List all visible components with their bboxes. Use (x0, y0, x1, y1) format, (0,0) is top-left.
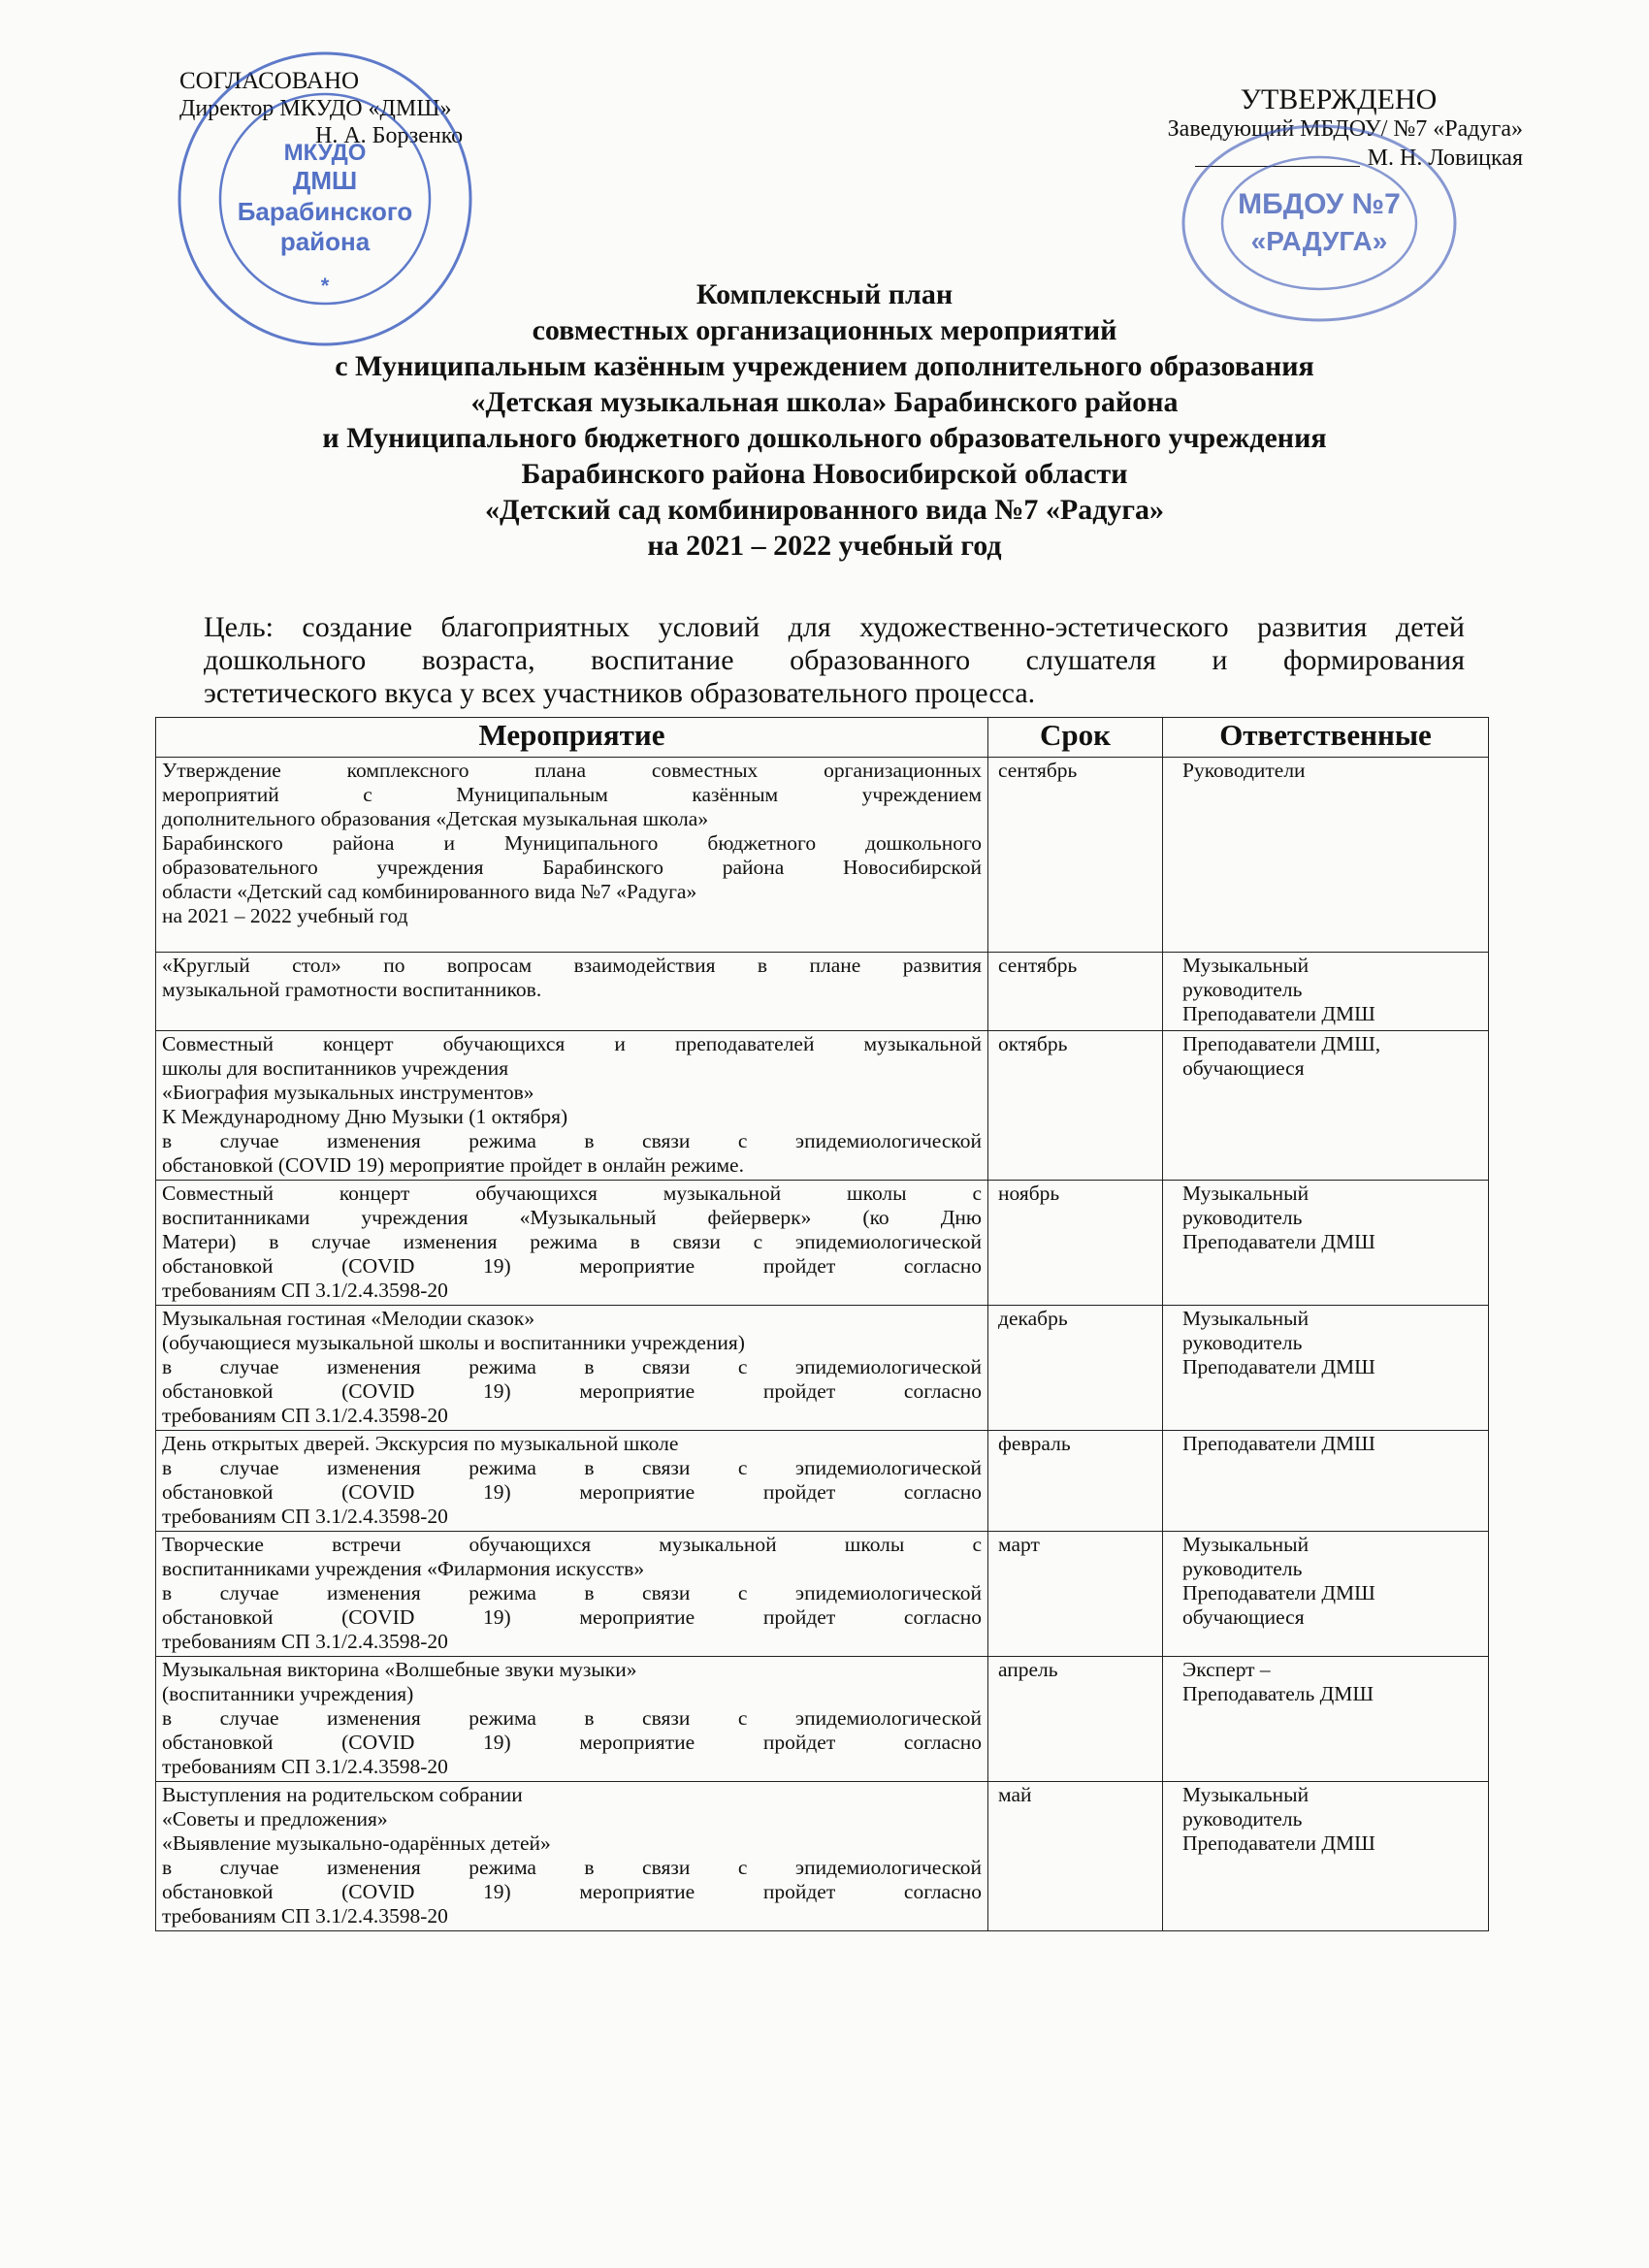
event-line: образовательного учреждения Барабинского района Новосибирской (162, 856, 982, 879)
term-cell: сентябрь (988, 953, 1163, 1031)
term-cell: апрель (988, 1657, 1163, 1782)
header-event: Мероприятие (156, 718, 988, 758)
event-line: школы для воспитанников учреждения (162, 1056, 509, 1080)
responsible-line: руководитель (1182, 1206, 1303, 1229)
responsible-line: руководитель (1182, 1807, 1303, 1831)
responsible-line: Преподаватели ДМШ, (1182, 1032, 1381, 1055)
event-line: требованиям СП 3.1/2.4.3598-20 (162, 1505, 448, 1528)
right-stamp-line2: «РАДУГА» (1250, 226, 1388, 256)
approval-left-title: СОГЛАСОВАНО (179, 68, 360, 94)
responsible-line: руководитель (1182, 978, 1303, 1001)
responsible-line: Музыкальный (1182, 1533, 1310, 1556)
left-stamp-line4: района (279, 227, 371, 256)
responsible-cell (1163, 1181, 1489, 1306)
responsible-cell (1163, 953, 1489, 1031)
title-line: на 2021 – 2022 учебный год (647, 530, 1002, 562)
event-line: музыкальной грамотности воспитанников. (162, 978, 542, 1001)
table-row (156, 1782, 1489, 1931)
table-row (156, 1306, 1489, 1431)
responsible-line: обучающиеся (1182, 1605, 1305, 1629)
responsible-cell (1163, 1657, 1489, 1782)
event-line: Музыкальная гостиная «Мелодии сказок» (162, 1307, 535, 1330)
event-cell (156, 953, 988, 1031)
responsible-line: Преподаватели ДМШ (1182, 1002, 1375, 1025)
event-cell (156, 1532, 988, 1657)
event-line: требованиям СП 3.1/2.4.3598-20 (162, 1404, 448, 1427)
event-line: Совместный концерт обучающихся музыкальной школы с (162, 1182, 982, 1205)
right-stamp-line1: МБДОУ №7 (1238, 188, 1401, 220)
event-cell (156, 1782, 988, 1931)
table-row (156, 953, 1489, 1031)
event-line: обстановкой (COVID 19) мероприятие пройдет согласно (162, 1480, 982, 1504)
approval-right-name: М. Н. Ловицкая (1367, 146, 1523, 171)
responsible-line: Руководители (1182, 759, 1306, 782)
table-header-row (156, 718, 1489, 758)
event-cell (156, 1031, 988, 1181)
event-line: в случае изменения режима в связи с эпидемиологической (162, 1355, 982, 1378)
term-cell: май (988, 1782, 1163, 1931)
approval-right-title: УТВЕРЖДЕНО (1240, 83, 1438, 115)
responsible-line: Преподаватели ДМШ (1182, 1831, 1375, 1855)
approval-right-position: Заведующий МБДОУ/ №7 «Радуга» (1167, 116, 1523, 142)
event-line: требованиям СП 3.1/2.4.3598-20 (162, 1904, 448, 1928)
event-line: воспитанниками учреждения «Музыкальный фейерверк» (ко Дню (162, 1206, 982, 1229)
event-line: требованиям СП 3.1/2.4.3598-20 (162, 1630, 448, 1653)
event-line: Матери) в случае изменения режима в связи с эпидемиологической (162, 1230, 982, 1253)
title-line: Комплексный план (695, 278, 954, 310)
term-cell: февраль (988, 1431, 1163, 1532)
table-row (156, 758, 1489, 953)
event-line: «Круглый стол» по вопросам взаимодействия в плане развития (162, 954, 982, 977)
responsible-cell (1163, 1782, 1489, 1931)
responsible-line: Преподаватели ДМШ (1182, 1581, 1375, 1604)
table-row (156, 1031, 1489, 1181)
term-cell: март (988, 1532, 1163, 1657)
title-line: «Детский сад комбинированного вида №7 «Радуга» (484, 494, 1165, 526)
event-line: «Советы и предложения» (162, 1807, 388, 1831)
document-title (175, 276, 1474, 564)
event-line: обстановкой (COVID 19) мероприятие пройдет согласно (162, 1254, 982, 1278)
responsible-line: Музыкальный (1182, 1307, 1310, 1330)
goal-line: дошкольного возраста, воспитание образованного слушателя и формирования (204, 644, 1465, 676)
header-responsible: Ответственные (1163, 718, 1489, 758)
event-line: «Выявление музыкально-одарённых детей» (162, 1831, 551, 1855)
approval-left-position: Директор МКУДО «ДМШ» (179, 96, 452, 121)
approval-left-name: Н. А. Борзенко (315, 123, 464, 148)
event-line: Музыкальная викторина «Волшебные звуки музыки» (162, 1658, 637, 1681)
goal-line: Цель: создание благоприятных условий для художественно-эстетического развития детей (204, 611, 1465, 643)
table-row (156, 1657, 1489, 1782)
term-cell: октябрь (988, 1031, 1163, 1181)
header-term: Срок (988, 718, 1163, 758)
event-line: обстановкой (COVID 19) мероприятие пройдет согласно (162, 1379, 982, 1403)
event-line: обстановкой (COVID 19) мероприятие пройдет согласно (162, 1731, 982, 1754)
left-stamp-line2: ДМШ (292, 166, 358, 195)
event-line: в случае изменения режима в связи с эпидемиологической (162, 1856, 982, 1879)
event-line: Утверждение комплексного плана совместных организационных (162, 759, 982, 782)
responsible-line: Преподаватели ДМШ (1182, 1230, 1375, 1253)
term-cell: сентябрь (988, 758, 1163, 953)
event-line: в случае изменения режима в связи с эпидемиологической (162, 1706, 982, 1730)
term-cell: декабрь (988, 1306, 1163, 1431)
responsible-cell (1163, 1306, 1489, 1431)
event-cell (156, 758, 988, 953)
table-row (156, 1431, 1489, 1532)
event-cell (156, 1181, 988, 1306)
event-line: Совместный концерт обучающихся и преподавателей музыкальной (162, 1032, 982, 1055)
table-row (156, 1532, 1489, 1657)
events-table (155, 717, 1489, 1931)
svg-text:*: * (320, 274, 330, 298)
event-line: мероприятий с Муниципальным казённым учреждением (162, 783, 982, 806)
responsible-line: Музыкальный (1182, 1182, 1310, 1205)
responsible-line: Преподаватели ДМШ (1182, 1355, 1375, 1378)
responsible-line: Музыкальный (1182, 1783, 1310, 1806)
event-line: обстановкой (COVID 19) мероприятие пройдет согласно (162, 1880, 982, 1903)
event-line: обстановкой (COVID 19) мероприятие пройдет согласно (162, 1605, 982, 1629)
title-line: и Муниципального бюджетного дошкольного образовательного учреждения (322, 422, 1327, 454)
event-line: в случае изменения режима в связи с эпидемиологической (162, 1456, 982, 1479)
event-line: в случае изменения режима в связи с эпидемиологической (162, 1129, 982, 1152)
responsible-line: Преподаватель ДМШ (1182, 1682, 1374, 1705)
event-line: Выступления на родительском собрании (162, 1783, 523, 1806)
event-line: Творческие встречи обучающихся музыкальной школы с (162, 1533, 982, 1556)
event-line: К Международному Дню Музыки (1 октября) (162, 1105, 568, 1128)
title-line: с Муниципальным казённым учреждением дополнительного образования (335, 350, 1314, 382)
table-row (156, 1181, 1489, 1306)
responsible-cell (1163, 1031, 1489, 1181)
left-stamp-line3: Барабинского (237, 197, 413, 226)
goal-line: эстетического вкуса у всех участников образовательного процесса. (204, 677, 1036, 709)
event-line: требованиям СП 3.1/2.4.3598-20 (162, 1755, 448, 1778)
event-line: (обучающиеся музыкальной школы и воспитанники учреждения) (162, 1331, 745, 1354)
event-line: «Биография музыкальных инструментов» (162, 1081, 534, 1104)
responsible-cell (1163, 1431, 1489, 1532)
event-line: требованиям СП 3.1/2.4.3598-20 (162, 1279, 448, 1302)
responsible-line: Эксперт – (1182, 1658, 1271, 1681)
event-cell (156, 1306, 988, 1431)
term-cell: ноябрь (988, 1181, 1163, 1306)
responsible-line: Преподаватели ДМШ (1182, 1432, 1375, 1455)
event-line: Барабинского района и Муниципального бюджетного дошкольного (162, 831, 982, 855)
responsible-line: обучающиеся (1182, 1056, 1305, 1080)
event-line: дополнительного образования «Детская музыкальная школа» (162, 807, 709, 830)
responsible-cell (1163, 758, 1489, 953)
title-line: совместных организационных мероприятий (532, 314, 1117, 346)
title-line: Барабинского района Новосибирской области (521, 458, 1128, 490)
event-cell (156, 1657, 988, 1782)
responsible-line: Музыкальный (1182, 954, 1310, 977)
responsible-line: руководитель (1182, 1331, 1303, 1354)
responsible-line: руководитель (1182, 1557, 1303, 1580)
event-line: (воспитанники учреждения) (162, 1682, 414, 1705)
goal-paragraph (204, 611, 1465, 710)
responsible-cell (1163, 1532, 1489, 1657)
event-line: в случае изменения режима в связи с эпидемиологической (162, 1581, 982, 1604)
event-line: на 2021 – 2022 учебный год (162, 904, 408, 927)
title-line: «Детская музыкальная школа» Барабинского района (470, 386, 1179, 418)
event-line: воспитанниками учреждения «Филармония искусств» (162, 1557, 645, 1580)
left-stamp-line1: МКУДО (283, 140, 367, 166)
event-line: области «Детский сад комбинированного вида №7 «Радуга» (162, 880, 697, 903)
event-line: обстановкой (COVID 19) мероприятие пройдет в онлайн режиме. (162, 1153, 744, 1177)
event-cell (156, 1431, 988, 1532)
event-line: День открытых дверей. Экскурсия по музыкальной школе (162, 1432, 679, 1455)
